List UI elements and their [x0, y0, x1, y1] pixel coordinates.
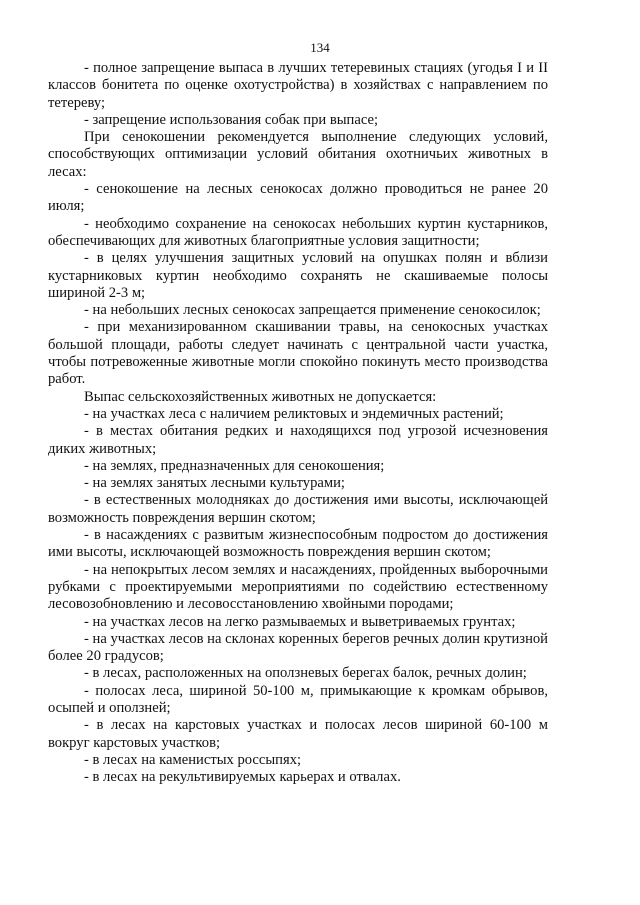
paragraph: При сенокошении рекомендуется выполнение следующих условий, способствующих оптимизации условий обитания охотничьих животных в лесах: — [48, 129, 548, 180]
paragraph: - на землях занятых лесными культурами; — [84, 475, 345, 492]
page-number: 134 — [310, 40, 330, 55]
paragraph: - запрещение использования собак при выпасе; — [84, 111, 379, 128]
paragraph: - в насаждениях с развитым жизнеспособным подростом до достижения ими высоты, исключающей возможность повреждения вершин скотом; — [48, 527, 548, 561]
paragraph: Выпас сельскохозяйственных животных не допускается: — [84, 388, 437, 405]
paragraph: - на непокрытых лесом землях и насаждениях, пройденных выборочными рубками с проектируемыми мероприятиями по содействию естественному лесовозобновлению и лесовосстановлению хвойными породами; — [48, 561, 548, 613]
paragraph: - в лесах, расположенных на оползневых берегах балок, речных долин; — [84, 665, 527, 682]
paragraph: - на землях, предназначенных для сенокошения; — [84, 457, 385, 474]
paragraph: - в лесах на каменистых россыпях; — [84, 751, 302, 768]
paragraph: - полосах леса, шириной 50-100 м, примыкающие к кромкам обрывов, осыпей и оползней; — [48, 682, 548, 716]
paragraph: - в местах обитания редких и находящихся под угрозой исчезновения диких животных; — [48, 423, 548, 457]
paragraph: - сенокошение на лесных сенокосах должно проводиться не ранее 20 июля; — [48, 181, 548, 215]
document-body — [48, 60, 548, 786]
paragraph: - на участках лесов на легко размываемых и выветриваемых грунтах; — [84, 613, 516, 630]
paragraph: - полное запрещение выпаса в лучших тетеревиных стациях (угодья I и II классов бонитета по оценке охотустройства) в хозяйствах с направлением по тетереву; — [48, 60, 548, 111]
paragraph: - на участках лесов на склонах коренных берегов речных долин крутизной более 20 градусов; — [48, 630, 548, 665]
paragraph: - в лесах на рекультивируемых карьерах и отвалах. — [84, 769, 401, 786]
paragraph: - в лесах на карстовых участках и полосах лесов шириной 60-100 м вокруг карстовых участков; — [48, 717, 548, 751]
paragraph: - необходимо сохранение на сенокосах небольших куртин кустарников, обеспечивающих для животных благоприятные условия защитности; — [48, 215, 548, 249]
paragraph: - при механизированном скашивании травы, на сенокосных участках большой площади, работы следует начинать с центральной части участка, чтобы потревоженные животные могли спокойно покинуть место производства работ. — [48, 319, 548, 388]
paragraph: - в естественных молодняках до достижения ими высоты, исключающей возможность повреждения вершин скотом; — [48, 492, 548, 526]
paragraph: - на небольших лесных сенокосах запрещается применение сенокосилок; — [84, 302, 541, 319]
paragraph: - в целях улучшения защитных условий на опушках полян и вблизи кустарниковых куртин необходимо сохранять не скашиваемые полосы шириной 2-3 м; — [48, 250, 548, 301]
paragraph: - на участках леса с наличием реликтовых и эндемичных растений; — [84, 405, 504, 422]
